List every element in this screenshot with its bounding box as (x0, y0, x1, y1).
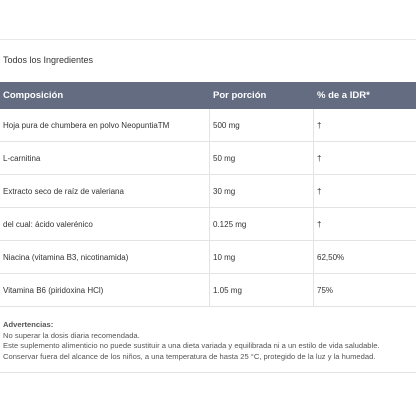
table-row (0, 274, 416, 307)
ingredient-amount: 500 mg (213, 121, 240, 130)
header-composicion: Composición (3, 90, 64, 101)
ingredient-amount: 50 mg (213, 154, 236, 163)
column-divider (209, 109, 210, 142)
ingredient-amount: 30 mg (213, 187, 236, 196)
column-divider (209, 241, 210, 274)
bottom-divider (0, 372, 416, 373)
ingredient-amount: 10 mg (213, 253, 236, 262)
ingredient-name: L-carnitina (3, 154, 41, 163)
ingredient-idr: † (317, 220, 322, 229)
ingredient-idr: † (317, 187, 322, 196)
warning-line: No superar la dosis diaria recomendada. (3, 330, 140, 340)
warning-line: Conservar fuera del alcance de los niños, a una temperatura de hasta 25 °C, protegido de la luz y la humedad. (3, 351, 376, 361)
ingredients-table (0, 82, 416, 307)
column-divider (209, 208, 210, 241)
ingredient-name: Niacina (vitamina B3, nicotinamida) (3, 253, 129, 262)
ingredient-idr: † (317, 121, 322, 130)
table-row (0, 241, 416, 274)
section-title: Todos los Ingredientes (3, 55, 94, 65)
column-divider (209, 274, 210, 307)
warnings-label: Advertencias: (3, 320, 54, 329)
table-header-row (0, 82, 416, 109)
ingredient-name: Hoja pura de chumbera en polvo NeopuntiaTM (3, 121, 170, 130)
table-row (0, 109, 416, 142)
ingredient-idr: † (317, 154, 322, 163)
table-row (0, 142, 416, 175)
column-divider (209, 142, 210, 175)
ingredient-idr: 62,50% (317, 253, 345, 262)
header-por-porcion: Por porción (213, 90, 267, 101)
column-divider (313, 142, 314, 175)
warning-line: Este suplemento alimenticio no puede sustituir a una dieta variada y equilibrada ni a un estilo de vida saludable. (3, 341, 380, 350)
top-strip (0, 0, 416, 40)
warnings-section (3, 320, 413, 362)
column-divider (313, 109, 314, 142)
ingredient-amount: 1.05 mg (213, 286, 242, 295)
ingredient-idr: 75% (317, 286, 334, 295)
ingredient-name: Vitamina B6 (piridoxina HCl) (3, 286, 104, 295)
ingredient-name: del cual: ácido valerénico (3, 220, 93, 229)
header-idr: % de a IDR* (317, 90, 370, 101)
ingredient-name: Extracto seco de raíz de valeriana (3, 187, 124, 196)
table-row (0, 175, 416, 208)
column-divider (313, 208, 314, 241)
table-row (0, 208, 416, 241)
column-divider (313, 175, 314, 208)
ingredient-amount: 0.125 mg (213, 220, 247, 229)
column-divider (313, 274, 314, 307)
column-divider (209, 175, 210, 208)
column-divider (313, 241, 314, 274)
